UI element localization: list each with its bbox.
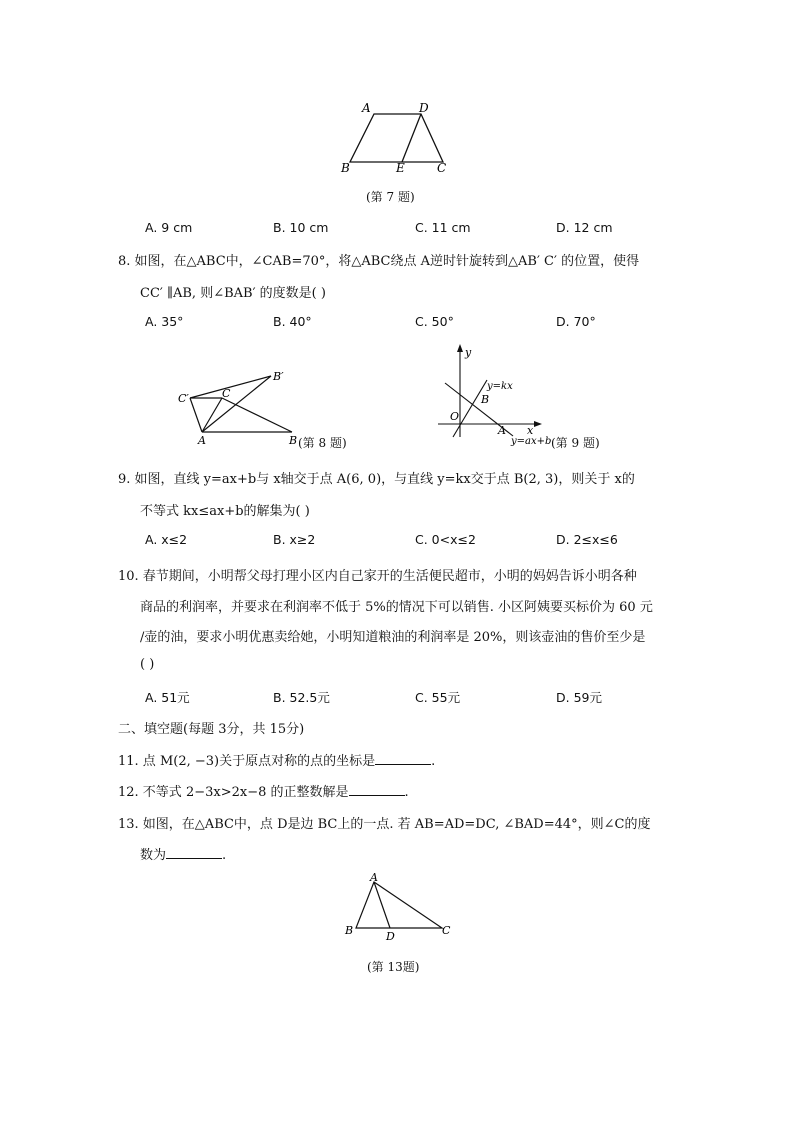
q10-text-line4: ( ) xyxy=(140,657,155,672)
q9-text-line1: 9. 如图，直线 y=ax+b与 x轴交于点 A(6, 0)，与直线 y=kx交于点 B(2, 3)，则关于 x的 xyxy=(118,472,635,487)
q10-option-c: C. 55元 xyxy=(415,690,461,705)
fig13-label-d: D xyxy=(386,930,395,943)
q11-end: . xyxy=(431,754,436,769)
fig7-label-B: B xyxy=(341,161,350,175)
q12-text: 12. 不等式 2−3x>2x−8 的正整数解是 xyxy=(118,785,349,800)
fig13-label-a: A xyxy=(370,871,378,884)
q10-option-d: D. 59元 xyxy=(556,690,602,705)
fig9-label-kx: y=kx xyxy=(487,381,513,392)
q9-option-d: D. 2≤x≤6 xyxy=(556,532,618,547)
q10-text-line3: /壶的油，要求小明优惠卖给她，小明知道粮油的利润率是 20%，则该壶油的售价至少是 xyxy=(140,630,646,645)
q10-option-b: B. 52.5元 xyxy=(273,690,330,705)
section-2-heading: 二、填空题(每题 3分，共 15分) xyxy=(118,722,305,737)
q13-text-line2: 数为 xyxy=(140,848,167,863)
q13-line2 xyxy=(140,844,226,863)
q11-answer-blank[interactable] xyxy=(375,752,431,765)
fig9-label-x: x xyxy=(527,424,534,437)
fig7-label-A: A xyxy=(362,101,371,115)
q10-text-line2: 商品的利润率，并要求在利润率不低于 5%的情况下可以销售. 小区阿姨要买标价为 60 元 xyxy=(140,600,653,615)
q12-end: . xyxy=(404,785,409,800)
fig9-label-y: y xyxy=(465,346,472,359)
fig7-caption: (第 7 题) xyxy=(366,190,415,204)
q10-text-line1: 10. 春节期间，小明帮父母打理小区内自己家开的生活便民超市，小明的妈妈告诉小明各种 xyxy=(118,569,637,584)
q9-option-b: B. x≥2 xyxy=(273,532,316,547)
q7-option-d: D. 12 cm xyxy=(556,220,613,235)
q13-answer-blank[interactable] xyxy=(166,846,222,859)
q8-option-d: D. 70° xyxy=(556,314,596,329)
q7-option-b: B. 10 cm xyxy=(273,220,329,235)
q10-option-a: A. 51元 xyxy=(145,690,190,705)
q11-line xyxy=(118,750,435,769)
q13-text-line1: 13. 如图，在△ABC中，点 D是边 BC上的一点. 若 AB=AD=DC, ∠BAD=44°，则∠C的度 xyxy=(118,817,651,832)
fig8-label-cprime: C′ xyxy=(178,392,189,405)
fig9-label-a: A xyxy=(498,424,506,437)
q12-line xyxy=(118,781,409,800)
q9-text-line2: 不等式 kx≤ax+b的解集为( ) xyxy=(140,504,310,519)
q9-option-a: A. x≤2 xyxy=(145,532,188,547)
fig9-label-axb: y=ax+b xyxy=(511,436,552,447)
q8-text-line1: 8. 如图，在△ABC中，∠CAB=70°，将△ABC绕点 A逆时针旋转到△AB′ C′ 的位置，使得 xyxy=(118,254,640,269)
fig8-label-b: B xyxy=(289,434,298,447)
fig13-label-b: B xyxy=(345,924,354,937)
fig9-label-b: B xyxy=(481,393,490,406)
q7-option-c: C. 11 cm xyxy=(415,220,471,235)
fig8-caption: (第 8 题) xyxy=(298,436,347,450)
fig7-label-C: C xyxy=(437,161,447,175)
fig7-label-D: D xyxy=(419,101,429,115)
fig8-label-c: C xyxy=(222,387,231,400)
fig13-label-c: C xyxy=(442,924,451,937)
q11-text: 11. 点 M(2, −3)关于原点对称的点的坐标是 xyxy=(118,754,376,769)
q12-answer-blank[interactable] xyxy=(349,783,405,796)
q9-option-c: C. 0<x≤2 xyxy=(415,532,476,547)
fig13-caption: (第 13题) xyxy=(367,960,420,974)
fig8-label-bprime: B′ xyxy=(273,370,284,383)
q7-option-a: A. 9 cm xyxy=(145,220,193,235)
q8-option-b: B. 40° xyxy=(273,314,312,329)
fig8-label-a: A xyxy=(198,434,206,447)
q8-text-line2: CC′ ∥AB, 则∠BAB′ 的度数是( ) xyxy=(140,286,326,301)
q8-option-c: C. 50° xyxy=(415,314,454,329)
q13-end: . xyxy=(222,848,227,863)
fig9-caption: (第 9 题) xyxy=(551,436,600,450)
q8-option-a: A. 35° xyxy=(145,314,184,329)
fig7-label-E: E xyxy=(396,161,405,175)
fig9-label-o: O xyxy=(450,410,460,423)
